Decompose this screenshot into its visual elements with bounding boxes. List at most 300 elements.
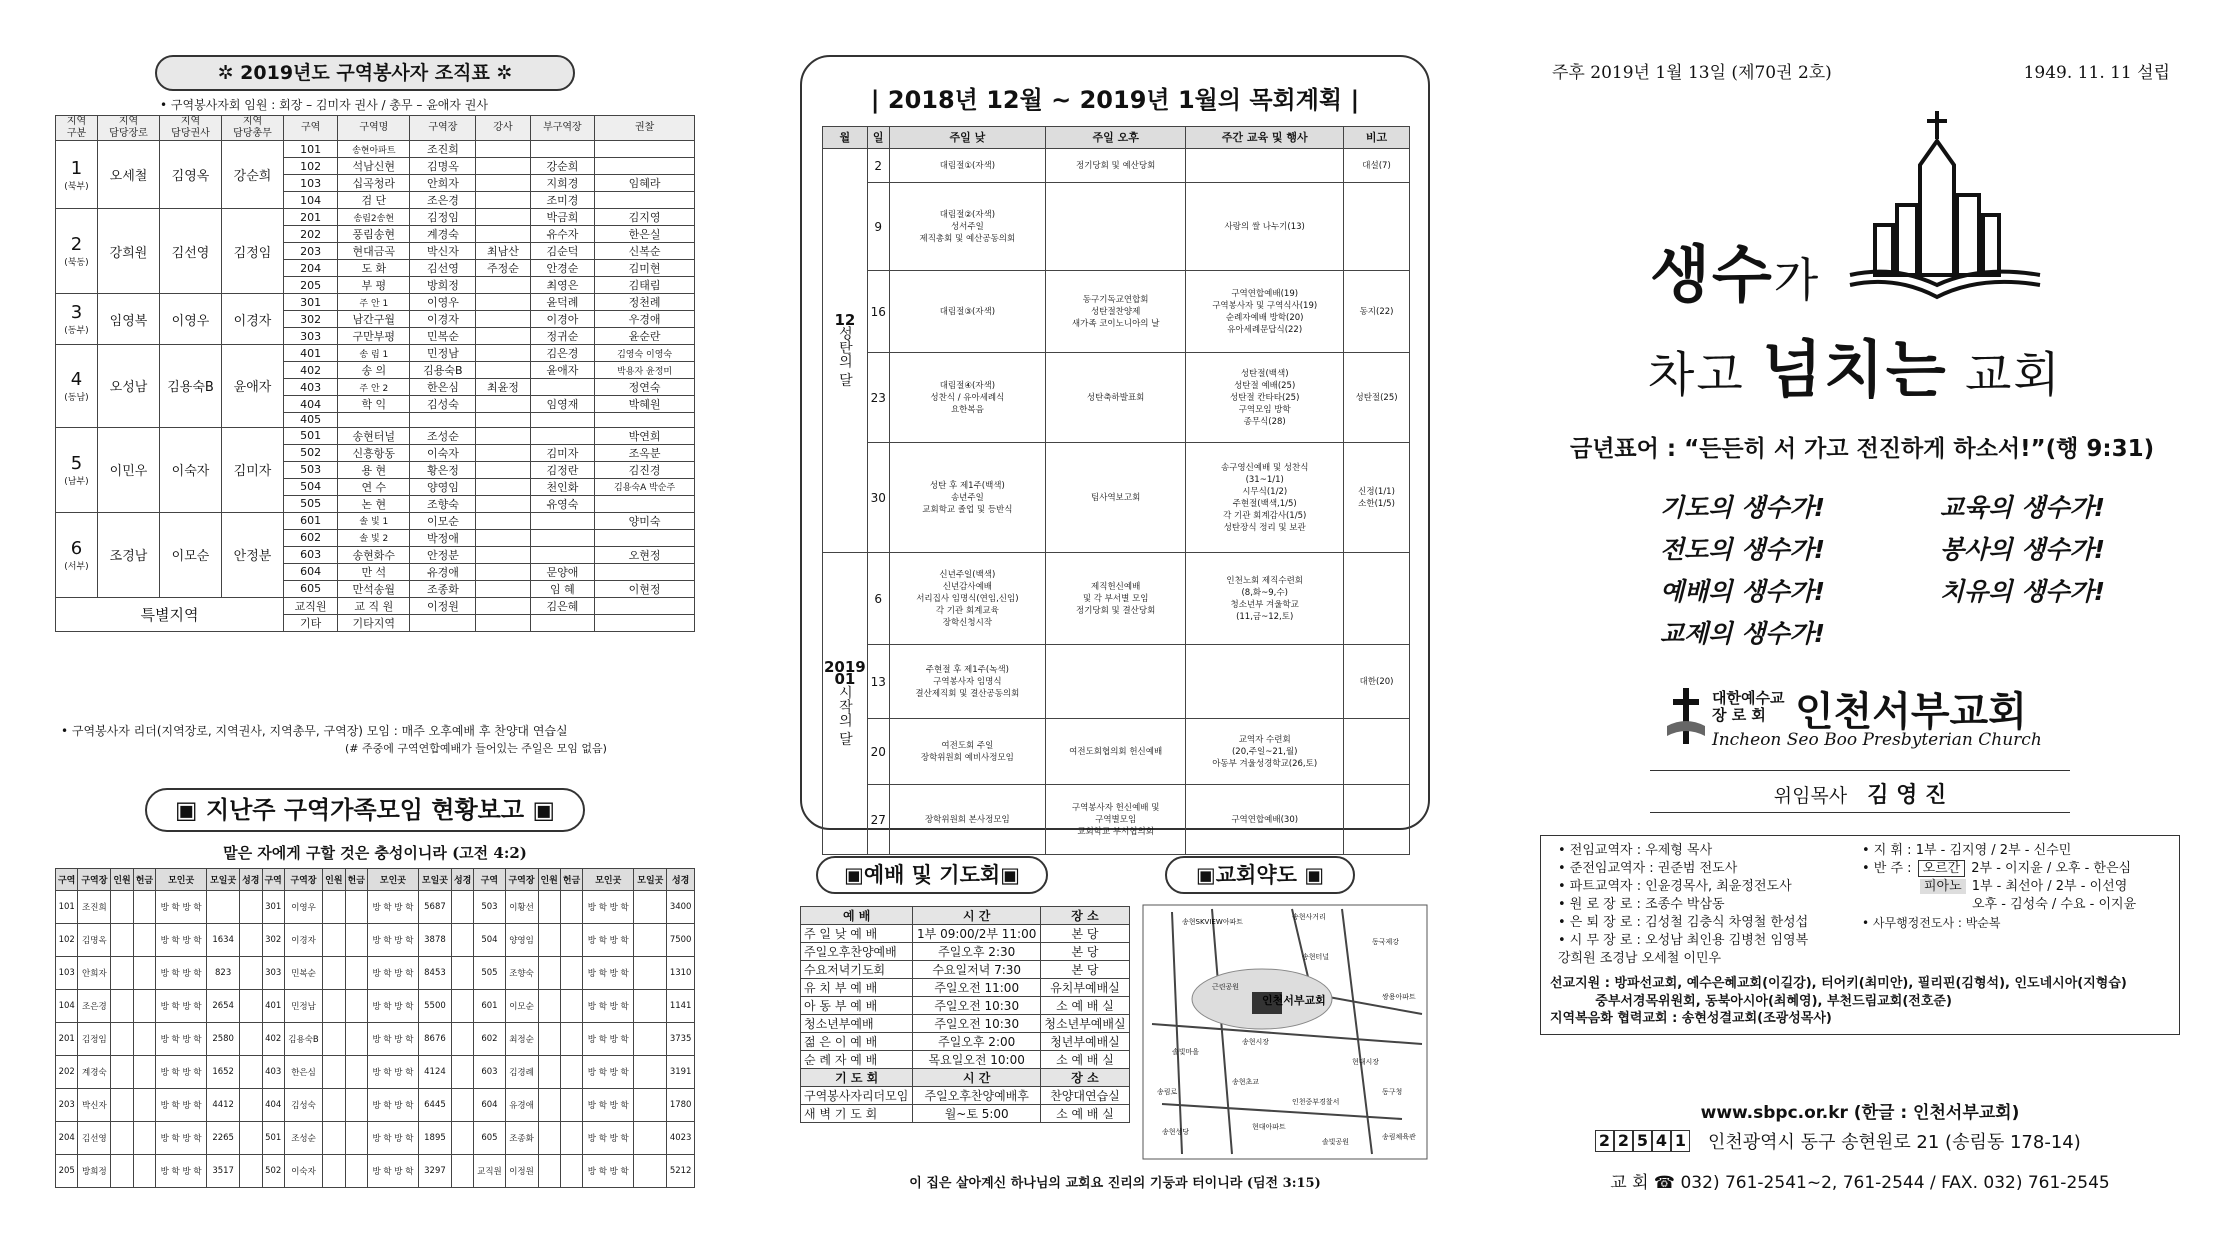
org-cell: 교 직 원 [338, 597, 410, 614]
plan-row [823, 443, 1410, 553]
org-cell: 솔 빛 1 [338, 512, 410, 529]
worship-cell: 주일오후 2:00 [913, 1033, 1041, 1051]
report-cell: 김선영 [78, 1122, 111, 1155]
org-cell: 기타 [284, 614, 338, 631]
report-cell: 101 [56, 891, 78, 924]
report-header: 성경 [667, 869, 695, 891]
report-cell [560, 1023, 582, 1056]
plan-header: 주일 낮 [889, 127, 1045, 149]
region-elder: 오성남 [98, 345, 160, 428]
worship-row [801, 1105, 1130, 1123]
org-cell: 조성순 [410, 427, 476, 444]
plan-day: 13 [867, 645, 889, 719]
org-cell: 405 [284, 413, 338, 428]
org-cell: 천인화 [530, 478, 595, 495]
org-cell: 이영우 [410, 294, 476, 311]
report-cell [133, 1122, 155, 1155]
church-map [1142, 904, 1428, 1160]
report-cell [323, 990, 345, 1023]
plan-cell: 인천노회 제직수련회 (8,화~9,수) 청소년부 겨울학교 (11,금~12,토) [1186, 553, 1344, 645]
report-cell [111, 990, 133, 1023]
org-cell: 조향숙 [410, 495, 476, 512]
report-cell [111, 1056, 133, 1089]
report-cell: 한은심 [284, 1056, 322, 1089]
org-cell: 602 [284, 529, 338, 546]
report-cell: 202 [56, 1056, 78, 1089]
org-header: 강사 [476, 116, 530, 141]
org-cell [476, 396, 530, 413]
report-cell: 3878 [418, 924, 451, 957]
org-cell: 강순희 [530, 158, 595, 175]
report-cell: 401 [262, 990, 284, 1023]
mission-support: 선교지원 : 방파선교회, 예수은혜교회(이길강), 터어키(최미안), 필리핀(김형석), 인도네시아(지형습) 중부서경목위원회, 동북아시아(최혜영), 부천드림교회(전호준) [1550, 976, 2127, 1009]
report-cell: 이영우 [284, 891, 322, 924]
report-cell [323, 1155, 345, 1188]
region-kwonsa: 김선영 [160, 209, 222, 294]
report-cell: 3517 [207, 1155, 240, 1188]
org-cell: 안경순 [530, 260, 595, 277]
org-cell: 박정애 [410, 529, 476, 546]
org-cell [476, 413, 530, 428]
plan-title: | 2018년 12월 ~ 2019년 1월의 목회계획 | [870, 86, 1360, 114]
report-cell: 604 [474, 1089, 505, 1122]
report-cell: 1895 [418, 1122, 451, 1155]
org-cell: 박금희 [530, 209, 595, 226]
plan-cell: 성탄절(25) [1344, 353, 1410, 443]
plan-cell [1186, 149, 1344, 183]
region-chongmu: 이경자 [222, 294, 284, 345]
staff-line [1862, 878, 2136, 896]
report-cell: 2265 [207, 1122, 240, 1155]
worship-cell: 새 벽 기 도 회 [801, 1105, 913, 1123]
report-cell: 민정남 [284, 990, 322, 1023]
map-label: 솔빛마을 [1172, 1048, 1200, 1056]
org-cell: 김태림 [595, 277, 695, 294]
plan-cell: 구역봉사자 헌신예배 및 구역별모임 교회학교 부서협의회 [1046, 785, 1186, 855]
org-cell: 검 단 [338, 192, 410, 209]
plan-header: 비고 [1344, 127, 1410, 149]
report-cell: 603 [474, 1056, 505, 1089]
report-cell: 501 [262, 1122, 284, 1155]
cross-bible-icon [1665, 686, 1707, 746]
staff-label: • 반 주 : [1862, 861, 1912, 876]
org-cell [595, 614, 695, 631]
report-cell: 4023 [667, 1122, 695, 1155]
report-cell [111, 1155, 133, 1188]
report-cell: 302 [262, 924, 284, 957]
report-cell [133, 957, 155, 990]
report-header: 헌금 [345, 869, 367, 891]
org-cell [476, 529, 530, 546]
report-row [56, 1122, 695, 1155]
plan-cell: 구역연합예배(30) [1186, 785, 1344, 855]
staff-line: 오후 - 김성숙 / 수요 - 이지윤 [1972, 897, 2137, 912]
report-header: 구역장 [78, 869, 111, 891]
report-cell [240, 891, 262, 924]
report-cell [323, 1023, 345, 1056]
report-cell: 205 [56, 1155, 78, 1188]
report-cell [560, 1056, 582, 1089]
org-cell [476, 175, 530, 192]
org-cell: 김정란 [530, 461, 595, 478]
map-label: 송현SKVIEW아파트 [1182, 918, 1244, 926]
report-cell: 방 학 방 학 [583, 891, 634, 924]
plan-cell: 성탄축하발표회 [1046, 353, 1186, 443]
org-cell: 605 [284, 580, 338, 597]
slogan-ga: 가 [1773, 253, 1821, 307]
report-cell: 방 학 방 학 [156, 1056, 207, 1089]
org-cell: 만 석 [338, 563, 410, 580]
org-cell: 김선영 [410, 260, 476, 277]
plan-header: 일 [867, 127, 889, 149]
report-cell [323, 1089, 345, 1122]
report-cell [634, 891, 667, 924]
org-cell [530, 379, 595, 396]
report-row [56, 1155, 695, 1188]
worship-table [800, 906, 1130, 1123]
report-cell: 201 [56, 1023, 78, 1056]
report-cell [133, 1023, 155, 1056]
org-cell: 김미자 [530, 444, 595, 461]
org-cell [530, 427, 595, 444]
org-cell: 윤순란 [595, 328, 695, 345]
org-cell: 201 [284, 209, 338, 226]
org-cell: 403 [284, 379, 338, 396]
org-cell: 103 [284, 175, 338, 192]
plan-cell: 장학위원회 본사정모임 [889, 785, 1045, 855]
plan-month-label: 시작의 달 [836, 685, 853, 746]
website[interactable]: www.sbpc.or.kr (한글 : 인천서부교회) [1700, 1103, 2020, 1123]
worship-cell: 주일오후찬양예배 [801, 943, 913, 961]
report-cell [345, 891, 367, 924]
special-label: 특별지역 [56, 597, 284, 631]
org-cell [476, 546, 530, 563]
org-cell [476, 444, 530, 461]
report-cell: 이황선 [505, 891, 538, 924]
org-cell: 한은심 [410, 379, 476, 396]
address-line [1595, 1128, 2081, 1154]
org-cell: 김용숙A 박순주 [595, 478, 695, 495]
worship-cell: 본 당 [1040, 961, 1129, 979]
org-header: 부구역장 [530, 116, 595, 141]
report-cell [538, 924, 560, 957]
report-cell: 방 학 방 학 [156, 990, 207, 1023]
worship-cell: 월~토 5:00 [913, 1105, 1041, 1123]
pastor-label: 위임목사 [1773, 785, 1848, 807]
report-cell: 7500 [667, 924, 695, 957]
report-cell: 방 학 방 학 [156, 924, 207, 957]
report-cell: 방 학 방 학 [367, 1089, 418, 1122]
report-cell: 방 학 방 학 [156, 1155, 207, 1188]
plan-row [823, 353, 1410, 443]
report-cell: 방 학 방 학 [583, 1089, 634, 1122]
pastor-name: 김 영 진 [1867, 783, 1947, 808]
map-label: 송현터널 [1302, 953, 1330, 961]
worship-row [801, 943, 1130, 961]
report-cell [240, 1056, 262, 1089]
report-cell [538, 957, 560, 990]
region-number: 4 [70, 368, 83, 390]
plan-table [822, 126, 1410, 855]
org-cell: 임영재 [530, 396, 595, 413]
founded-date: 1949. 11. 11 설립 [2023, 63, 2170, 83]
plan-cell: 동구기독교연합회 성탄절찬양제 새가족 코이노니아의 날 [1046, 271, 1186, 353]
report-header: 모인곳 [367, 869, 418, 891]
region-direction: (남부) [64, 476, 89, 487]
plan-month-number: 2019 01 [824, 658, 866, 689]
worship-cell: 순 례 자 예 배 [801, 1051, 913, 1069]
org-cell: 용 현 [338, 461, 410, 478]
worship-cell: 1부 09:00/2부 11:00 [913, 925, 1041, 943]
report-cell: 이숙자 [284, 1155, 322, 1188]
org-cell: 민복순 [410, 328, 476, 345]
report-row [56, 924, 695, 957]
report-cell: 교직원 [474, 1155, 505, 1188]
report-cell: 방 학 방 학 [583, 924, 634, 957]
report-cell: 방 학 방 학 [583, 1023, 634, 1056]
report-cell: 8453 [418, 957, 451, 990]
region-elder: 이민우 [98, 427, 160, 512]
saengsu-item: 기도의 생수가! [1660, 493, 1826, 522]
slogan-gyohoe: 교회 [1947, 347, 2062, 403]
org-cell: 윤애자 [530, 362, 595, 379]
staff-line: • 은 퇴 장 로 : 김성철 김충식 차영철 한성섭 [1558, 915, 1809, 930]
org-cell: 최영은 [530, 277, 595, 294]
report-cell: 1780 [667, 1089, 695, 1122]
report-cell: 방 학 방 학 [583, 990, 634, 1023]
org-cell: 505 [284, 495, 338, 512]
org-cell: 남간구월 [338, 311, 410, 328]
org-row [56, 141, 695, 158]
org-header: 구역장 [410, 116, 476, 141]
region-chongmu: 김정임 [222, 209, 284, 294]
plan-cell: 신정(1/1) 소한(1/5) [1344, 443, 1410, 553]
report-cell [133, 1056, 155, 1089]
report-table [55, 868, 695, 1188]
report-cell: 방 학 방 학 [583, 1122, 634, 1155]
org-cell: 조미경 [530, 192, 595, 209]
org-cell [530, 512, 595, 529]
report-header-row [56, 869, 695, 891]
report-cell [451, 1056, 473, 1089]
worship-cell: 주일오전 10:30 [913, 997, 1041, 1015]
staff-line: • 준전임교역자 : 권준범 전도사 [1558, 861, 1738, 876]
worship-cell: 주 일 낮 예 배 [801, 925, 913, 943]
report-cell: 민복순 [284, 957, 322, 990]
map-label: 송현시장 [1242, 1038, 1270, 1046]
worship-cell: 유치부예배실 [1040, 979, 1129, 997]
plan-header: 주일 오후 [1046, 127, 1186, 149]
org-cell: 조옥분 [595, 444, 695, 461]
region-direction: (동남) [64, 392, 89, 403]
report-header: 모인곳 [156, 869, 207, 891]
org-chart-subtitle: • 구역봉사자회 임원 : 회장 – 김미자 권사 / 총무 – 윤애자 권사 [160, 98, 488, 112]
report-cell [345, 1023, 367, 1056]
org-cell: 송 림 1 [338, 345, 410, 362]
org-cell [530, 546, 595, 563]
report-row [56, 1056, 695, 1089]
report-cell: 조종화 [505, 1122, 538, 1155]
report-cell: 이경자 [284, 924, 322, 957]
org-cell [476, 192, 530, 209]
org-cell: 십곡청라 [338, 175, 410, 192]
report-cell [538, 1023, 560, 1056]
org-cell: 김명옥 [410, 158, 476, 175]
org-cell: 김정임 [410, 209, 476, 226]
report-header: 모일곳 [207, 869, 240, 891]
plan-day: 30 [867, 443, 889, 553]
org-cell: 박용자 윤정미 [595, 362, 695, 379]
org-cell: 송현아파트 [338, 141, 410, 158]
org-row [56, 597, 695, 614]
plan-cell: 구역연합예배(19) 구역봉사자 및 구역식사(19) 순례자예배 방학(20) 유아세례문답식(22) [1186, 271, 1344, 353]
org-cell: 연 수 [338, 478, 410, 495]
report-cell: 조진희 [78, 891, 111, 924]
slogan-line1 [1650, 225, 1820, 314]
region-cell [56, 345, 98, 428]
report-row [56, 1089, 695, 1122]
worship-row [801, 1033, 1130, 1051]
org-cell [530, 413, 595, 428]
report-cell: 5687 [418, 891, 451, 924]
region-number: 6 [70, 537, 83, 559]
org-cell: 정연숙 [595, 379, 695, 396]
report-cell [323, 891, 345, 924]
org-cell: 윤덕례 [530, 294, 595, 311]
org-header: 구역 [284, 116, 338, 141]
report-cell: 602 [474, 1023, 505, 1056]
report-header: 인원 [111, 869, 133, 891]
report-cell [560, 1155, 582, 1188]
report-cell: 504 [474, 924, 505, 957]
worship-cell: 소 예 배 실 [1040, 1051, 1129, 1069]
org-cell: 박혜원 [595, 396, 695, 413]
org-cell [476, 328, 530, 345]
org-cell [410, 413, 476, 428]
report-header: 성경 [240, 869, 262, 891]
report-title: ▣ 지난주 구역가족모임 현황보고 ▣ [145, 788, 585, 832]
staff-line: • 사무행정전도사 : 박순복 [1862, 916, 2001, 930]
region-number: 5 [70, 452, 83, 474]
report-cell [345, 1155, 367, 1188]
report-header: 헌금 [133, 869, 155, 891]
plan-cell [1186, 645, 1344, 719]
report-cell [538, 990, 560, 1023]
org-cell: 유수자 [530, 226, 595, 243]
worship-cell: 구역봉사자리더모임 [801, 1087, 913, 1105]
region-chongmu: 강순희 [222, 141, 284, 209]
report-cell [560, 957, 582, 990]
phone-fax: 교 회 ☎ 032) 761-2541~2, 761-2544 / FAX. 032) 761-2545 [1610, 1173, 2110, 1193]
plan-cell: 대설(7) [1344, 149, 1410, 183]
plan-cell: 제직헌신예배 및 각 부서별 모임 정기당회 및 결산당회 [1046, 553, 1186, 645]
report-cell [634, 1056, 667, 1089]
report-cell [451, 1122, 473, 1155]
plan-cell [1344, 719, 1410, 785]
report-cell [560, 990, 582, 1023]
org-row [56, 427, 695, 444]
worship-header: 시 간 [913, 907, 1041, 925]
org-cell: 김미현 [595, 260, 695, 277]
report-cell: 방 학 방 학 [367, 924, 418, 957]
org-cell: 302 [284, 311, 338, 328]
map-label: 송현초교 [1232, 1078, 1260, 1086]
report-cell [240, 957, 262, 990]
report-cell: 8676 [418, 1023, 451, 1056]
plan-month-label: 성탄의 달 [836, 326, 853, 387]
worship-cell: 주일오후 2:30 [913, 943, 1041, 961]
plan-row [823, 645, 1410, 719]
staff-line: 강희원 조경남 오세철 이민우 [1558, 951, 1722, 966]
org-cell: 303 [284, 328, 338, 345]
report-cell: 3297 [418, 1155, 451, 1188]
org-cell: 이경아 [530, 311, 595, 328]
region-cell [56, 512, 98, 597]
org-cell: 조은경 [410, 192, 476, 209]
saengsu-item: 봉사의 생수가! [1940, 535, 2106, 564]
report-cell [451, 1155, 473, 1188]
plan-row [823, 719, 1410, 785]
org-cell: 유영숙 [530, 495, 595, 512]
plan-cell: 정기당회 및 예산당회 [1046, 149, 1186, 183]
region-kwonsa: 이숙자 [160, 427, 222, 512]
worship-cell: 수요저녁기도회 [801, 961, 913, 979]
org-cell: 604 [284, 563, 338, 580]
worship-cell: 젊 은 이 예 배 [801, 1033, 913, 1051]
org-cell: 황은정 [410, 461, 476, 478]
report-cell [538, 1155, 560, 1188]
region-chongmu: 윤애자 [222, 345, 284, 428]
worship-cell: 목요일오전 10:00 [913, 1051, 1041, 1069]
report-cell [560, 1089, 582, 1122]
org-cell [410, 614, 476, 631]
org-cell: 주 안 2 [338, 379, 410, 396]
footer-verse: 이 집은 살아계신 하나님의 교회요 진리의 기둥과 터이니라 (딤전 3:15) [909, 1176, 1321, 1191]
report-cell [634, 1155, 667, 1188]
region-cell [56, 294, 98, 345]
map-label: 송림체육관 [1382, 1133, 1416, 1141]
report-cell: 203 [56, 1089, 78, 1122]
prayer-header-row [801, 1069, 1130, 1087]
report-cell: 1310 [667, 957, 695, 990]
org-cell: 도 화 [338, 260, 410, 277]
worship-row [801, 961, 1130, 979]
org-cell: 김영숙 이영숙 [595, 345, 695, 362]
report-cell: 103 [56, 957, 78, 990]
org-cell [595, 158, 695, 175]
org-cell [476, 580, 530, 597]
map-label: 인천중부경찰서 [1292, 1098, 1340, 1106]
org-cell: 교직원 [284, 597, 338, 614]
plan-cell [1344, 785, 1410, 855]
org-cell [476, 277, 530, 294]
report-cell [323, 1056, 345, 1089]
report-cell: 방 학 방 학 [156, 1023, 207, 1056]
report-cell [451, 957, 473, 990]
plan-cell: 교역자 수련회 (20,주일~21,월) 아동부 겨울성경학교(26,토) [1186, 719, 1344, 785]
org-cell: 이정원 [410, 597, 476, 614]
worship-row [801, 1015, 1130, 1033]
report-cell [345, 957, 367, 990]
map-label: 동국제강 [1372, 938, 1400, 946]
worship-cell: 유 치 부 예 배 [801, 979, 913, 997]
report-cell: 조향숙 [505, 957, 538, 990]
report-header: 구역 [56, 869, 78, 891]
map-label: 송현성당 [1162, 1128, 1190, 1136]
report-cell [451, 1089, 473, 1122]
report-cell [345, 1122, 367, 1155]
org-cell: 양영임 [410, 478, 476, 495]
